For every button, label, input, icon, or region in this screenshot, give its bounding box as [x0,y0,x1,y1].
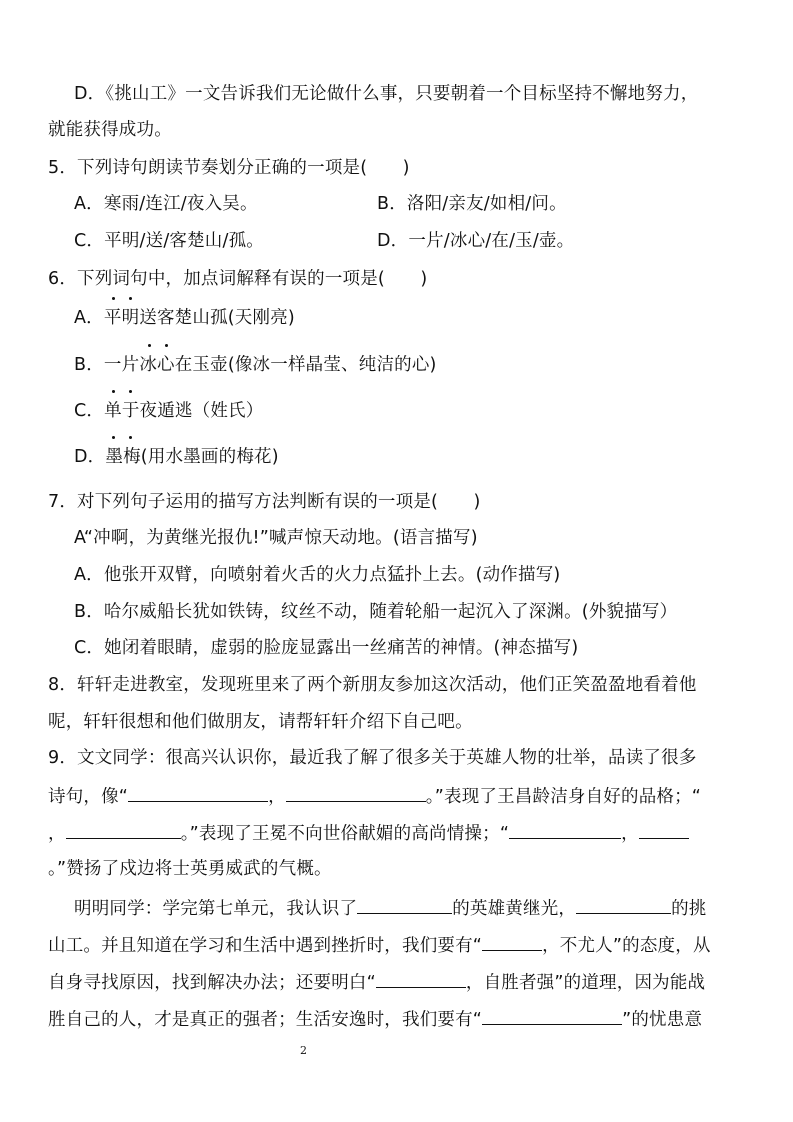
option-label: D． [74,447,106,467]
text-segment: 。”表现了王昌龄洁身自好的品格；“ [425,787,702,807]
question-7: 7．对下列句子运用的描写方法判断有误的一项是( ) [48,492,481,512]
answer-blank[interactable] [509,820,621,839]
text-segment: 山工。并且知道在学习和生活中遇到挫折时，我们要有“ [48,936,483,956]
text-segment: 。”表现了王冕不向世俗献媚的高尚情操；“ [180,824,510,844]
q7-option-c: C．她闭着眼睛，虚弱的脸庞显露出一丝痛苦的神情。(神态描写) [74,638,579,658]
emphasis-dot [129,390,132,393]
q6-option-a [74,306,295,330]
emphasis-dot [112,297,115,300]
paragraph-2-line-4 [48,1006,702,1032]
q5-option-c: C．平明/送/客楚山/孤。 [74,231,265,251]
emphasis-dot [129,436,132,439]
q6-option-b [74,353,437,377]
paragraph-2-line-3 [48,969,705,995]
option-label: C． [74,401,105,421]
paragraph-2-line-1 [74,895,707,921]
answer-blank[interactable] [376,969,466,988]
text-segment: 诗句，像“ [48,787,129,807]
answer-blank[interactable] [482,1006,622,1025]
answer-blank[interactable] [639,820,689,839]
text-segment: 明明同学：学完第七单元，我认识了 [74,899,358,919]
answer-blank[interactable] [286,783,426,802]
question-9-line-2 [48,783,701,809]
option-text: 送客楚山孤(天刚亮) [139,308,295,328]
emphasis-dot [129,297,132,300]
text-segment: 自身寻找原因，找到解决办法；还要明白“ [48,973,376,993]
text-segment: 的英雄黄继光， [452,899,577,919]
dotted-word: 墨梅 [105,447,141,467]
q7-option-b: B．哈尔威船长犹如铁铸，纹丝不动，随着轮船一起沉入了深渊。(外貌描写） [74,602,678,622]
q5-option-b: B．洛阳/亲友/如相/问。 [377,194,567,214]
question-8-line-1: 8．轩轩走进教室，发现班里来了两个新朋友参加这次活动，他们正笑盈盈地看着他 [48,675,697,695]
text-segment: ，不尤人”的态度，从 [542,936,711,956]
text-segment: ，自胜者强”的道理，因为能战 [465,973,706,993]
option-label: B．一片 [74,355,140,375]
emphasis-dot [165,344,168,347]
answer-blank[interactable] [482,932,542,951]
question-9-line-4: 。”赞扬了戍边将士英勇威武的气概。 [48,859,332,879]
question-9-line-3 [48,820,689,846]
text-segment: 的挑 [671,899,707,919]
paragraph-2-line-2 [48,932,711,958]
option-text: 夜遁逃（姓氏） [139,401,264,421]
question-5: 5．下列诗句朗读节奏划分正确的一项是( ) [48,158,410,178]
question-9-line-1: 9．文文同学：很高兴认识你，最近我了解了很多关于英雄人物的壮举，品读了很多 [48,748,697,768]
page-number: 2 [300,1044,307,1057]
answer-blank[interactable] [66,820,181,839]
text-segment: ， [268,787,286,807]
text-segment: ”的忧患意 [622,1010,703,1030]
option-d-line-2: 就能获得成功。 [48,120,172,140]
answer-blank[interactable] [576,895,671,914]
emphasis-dot [112,436,115,439]
text-segment: ， [48,824,66,844]
question-8-line-2: 呢，轩轩很想和他们做朋友，请帮轩轩介绍下自己吧。 [48,712,473,732]
option-text: (用水墨画的梅花) [140,447,279,467]
text-segment: ， [621,824,639,844]
q6-option-c [74,399,263,423]
option-d-line-1: D．《挑山工》一文告诉我们无论做什么事，只要朝着一个目标坚持不懈地努力， [74,84,699,104]
answer-blank[interactable] [128,783,268,802]
question-6: 6．下列词句中，加点词解释有误的一项是( ) [48,269,428,289]
text-segment: 胜自己的人，才是真正的强者；生活安逸时，我们要有“ [48,1010,483,1030]
dotted-word: 冰心 [139,355,175,375]
emphasis-dot [148,344,151,347]
dotted-word: 单于 [104,401,140,421]
q6-option-d [74,445,279,469]
option-label: A． [74,308,104,328]
answer-blank[interactable] [357,895,452,914]
q7-option-a-quote: A“冲啊，为黄继光报仇!”喊声惊天动地。(语言描写) [74,528,478,548]
q5-option-a: A．寒雨/连江/夜入吴。 [74,194,258,214]
emphasis-dot [112,390,115,393]
q5-option-d: D．一片/冰心/在/玉/壶。 [377,231,575,251]
dotted-word: 平明 [103,308,140,328]
option-text: 在玉壶(像冰一样晶莹、纯洁的心) [174,355,437,375]
q7-option-a: A．他张开双臂，向喷射着火舌的火力点猛扑上去。(动作描写) [74,565,561,585]
